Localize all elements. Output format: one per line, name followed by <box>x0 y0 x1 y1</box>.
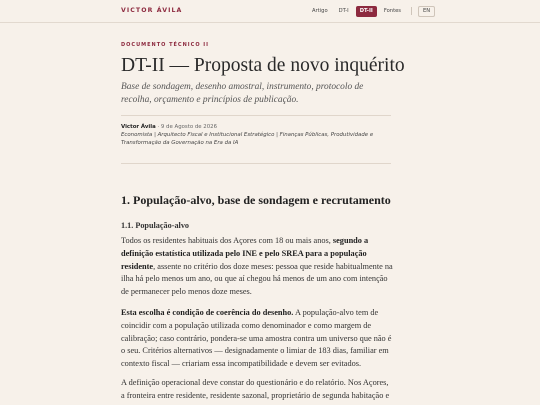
subsection-heading: 1.1. População-alvo <box>121 221 190 230</box>
divider <box>121 163 391 164</box>
byline <box>121 123 391 148</box>
page-title: DT-II — Proposta de novo inquérito <box>121 55 405 76</box>
paragraph: Todos os residentes habituais dos Açores com 18 ou mais anos, segundo a definição estatística utilizada pelo INE e pelo SREA para a população residente, assente no critério dos doze meses: pessoa que reside habitualmente na ilha há pelo menos um ano, ou que aí chegou há menos de um ano com intenção de permanecer pelo menos doze meses. <box>121 236 393 297</box>
page-subtitle: Base de sondagem, desenho amostral, instrumento, protocolo de recolha, orçamento e princípios de publicação. <box>121 82 364 105</box>
date-separator: · <box>155 124 161 130</box>
divider <box>121 115 391 116</box>
paragraph: A definição operacional deve constar do questionário e do relatório. Nos Açores, a fronteira entre residente, residente sazonal, proprietário de segunda habitação e <box>121 378 390 400</box>
author-affiliation: Economista | Arquitecto Fiscal e Institucional Estratégico | Finanças Públicas, Produtividade e Transformação da Governação na Era da IA <box>121 132 374 147</box>
emphasis: segundo a definição estatística utilizada pelo INE e pelo SREA para a população residente <box>121 236 369 271</box>
section-heading: 1. População-alvo, base de sondagem e recrutamento <box>121 193 391 207</box>
paragraph: Esta escolha é condição de coerência do desenho. A população-alvo tem de coincidir com a população utilizada como denominador e como margem de calibração; caso contrário, pondera-se uma amostra contra um universo que não é o seu. Critérios alternativos — designadamente o limiar de 183 dias, familiar em contexto fiscal — criariam essa incompatibilidade e devem ser evitados. <box>121 308 392 369</box>
publication-date: 9 de Agosto de 2026 <box>160 124 218 130</box>
brand-logo[interactable]: VICTOR ÁVILA <box>121 7 183 14</box>
nav-artigo[interactable]: Artigo <box>312 7 328 14</box>
author-name: Victor Ávila <box>121 124 156 130</box>
language-toggle-button[interactable]: EN <box>418 6 435 17</box>
nav-divider <box>411 7 412 15</box>
document-eyebrow: DOCUMENTO TÉCNICO II <box>121 42 210 48</box>
main-nav <box>308 5 435 17</box>
nav-fontes[interactable]: Fontes <box>383 7 402 14</box>
nav-dt-i[interactable]: DT-I <box>338 7 349 14</box>
nav-dt-ii[interactable]: DT-II <box>356 6 377 17</box>
top-bar <box>0 0 540 23</box>
emphasis: Esta escolha é condição de coerência do desenho. <box>121 308 294 317</box>
